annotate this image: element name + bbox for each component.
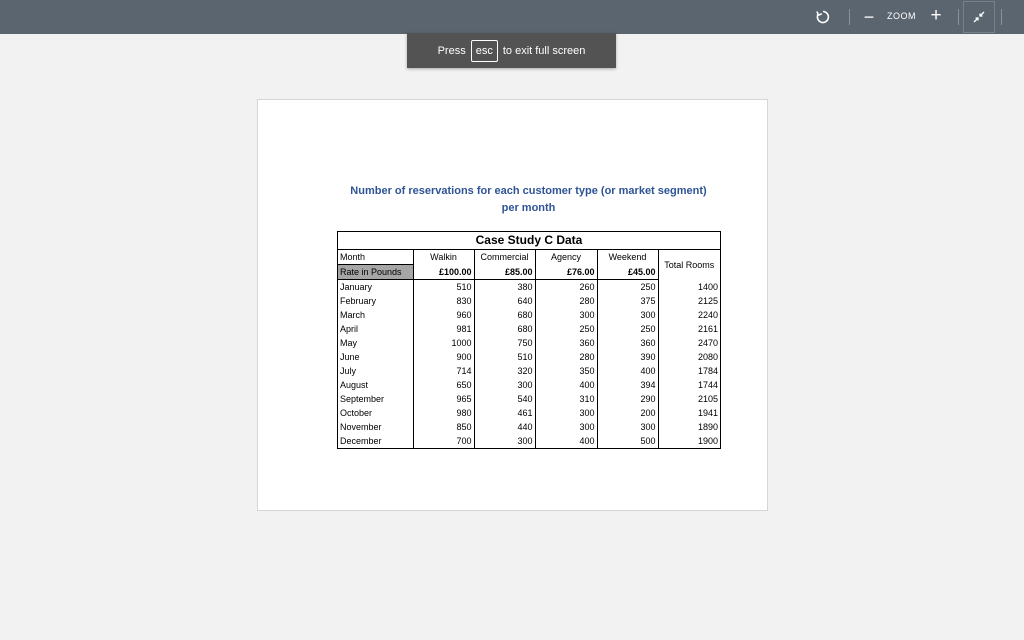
document-page	[257, 99, 768, 511]
value-cell: 850	[413, 420, 474, 434]
value-cell: 2105	[658, 392, 720, 406]
table-row	[338, 406, 720, 420]
value-cell: 300	[535, 308, 597, 322]
value-cell: 300	[474, 378, 535, 392]
value-cell: 1941	[658, 406, 720, 420]
value-cell: 981	[413, 322, 474, 336]
value-cell: 375	[597, 294, 658, 308]
value-cell: 310	[535, 392, 597, 406]
value-cell: 1900	[658, 434, 720, 448]
minimize-arrows-icon	[972, 10, 986, 24]
month-cell: January	[340, 282, 373, 292]
value-cell: 750	[474, 336, 535, 350]
rate-commercial: £85.00	[474, 265, 535, 280]
zoom-out-button[interactable]: −	[863, 7, 875, 27]
value-cell: 280	[535, 294, 597, 308]
rate-agency: £76.00	[535, 265, 597, 280]
title-line-1: Number of reservations for each customer type (or market segment)	[350, 185, 707, 197]
value-cell: 640	[474, 294, 535, 308]
value-cell: 250	[535, 322, 597, 336]
value-cell: 540	[474, 392, 535, 406]
toast-text-pre: Press	[437, 44, 466, 57]
month-cell: April	[340, 324, 359, 334]
value-cell: 2080	[658, 350, 720, 364]
value-cell: 510	[413, 280, 474, 295]
value-cell: 300	[535, 420, 597, 434]
value-cell: 350	[535, 364, 597, 378]
value-cell: 2125	[658, 294, 720, 308]
table-row	[338, 336, 720, 350]
month-cell: July	[340, 366, 357, 376]
value-cell: 394	[597, 378, 658, 392]
table-row	[338, 308, 720, 322]
table-row	[338, 392, 720, 406]
table-row	[338, 322, 720, 336]
month-cell: October	[340, 408, 373, 418]
value-cell: 680	[474, 322, 535, 336]
value-cell: 1784	[658, 364, 720, 378]
month-cell: December	[340, 436, 382, 446]
rate-label: Rate in Pounds	[338, 265, 413, 280]
value-cell: 510	[474, 350, 535, 364]
table-row	[338, 294, 720, 308]
value-cell: 830	[413, 294, 474, 308]
col-header-walkin: Walkin	[413, 250, 474, 265]
value-cell: 1400	[658, 280, 720, 295]
value-cell: 714	[413, 364, 474, 378]
month-cell: November	[340, 422, 382, 432]
title-line-2: per month	[501, 202, 556, 214]
value-cell: 2240	[658, 308, 720, 322]
value-cell: 980	[413, 406, 474, 420]
month-cell: February	[340, 296, 377, 306]
value-cell: 1890	[658, 420, 720, 434]
rotate-icon[interactable]	[812, 6, 834, 28]
month-cell: May	[340, 338, 358, 348]
value-cell: 300	[474, 434, 535, 448]
esc-key-badge: esc	[471, 40, 498, 62]
table-row	[338, 364, 720, 378]
value-cell: 700	[413, 434, 474, 448]
toolbar-divider	[849, 9, 850, 25]
value-cell: 650	[413, 378, 474, 392]
month-cell: March	[340, 310, 366, 320]
month-cell: August	[340, 380, 369, 390]
month-cell: June	[340, 352, 360, 362]
toast-text-post: to exit full screen	[502, 44, 586, 57]
value-cell: 390	[597, 350, 658, 364]
document-title	[258, 183, 799, 217]
value-cell: 900	[413, 350, 474, 364]
col-header-weekend: Weekend	[597, 250, 658, 265]
col-header-agency: Agency	[535, 250, 597, 265]
value-cell: 2161	[658, 322, 720, 336]
table-row	[338, 420, 720, 434]
value-cell: 300	[535, 406, 597, 420]
table-row	[338, 434, 720, 448]
value-cell: 360	[535, 336, 597, 350]
month-cell: September	[340, 394, 385, 404]
rate-weekend: £45.00	[597, 265, 658, 280]
rate-walkin: £100.00	[413, 265, 474, 280]
value-cell: 380	[474, 280, 535, 295]
table-row	[338, 350, 720, 364]
toolbar-divider	[958, 9, 959, 25]
value-cell: 250	[597, 280, 658, 295]
value-cell: 320	[474, 364, 535, 378]
value-cell: 250	[597, 322, 658, 336]
value-cell: 260	[535, 280, 597, 295]
toolbar-divider	[1001, 9, 1002, 25]
value-cell: 280	[535, 350, 597, 364]
value-cell: 1000	[413, 336, 474, 350]
table-row	[338, 378, 720, 392]
col-header-month: Month	[338, 250, 413, 265]
value-cell: 400	[597, 364, 658, 378]
table-title: Case Study C Data	[475, 233, 583, 247]
value-cell: 2470	[658, 336, 720, 350]
value-cell: 461	[474, 406, 535, 420]
zoom-label: ZOOM	[887, 11, 916, 21]
value-cell: 300	[597, 420, 658, 434]
viewer-toolbar	[0, 0, 1024, 34]
table-row	[338, 280, 720, 295]
value-cell: 300	[597, 308, 658, 322]
value-cell: 400	[535, 378, 597, 392]
value-cell: 440	[474, 420, 535, 434]
table-header-row	[338, 250, 720, 265]
col-header-total-rooms: Total Rooms	[658, 250, 720, 280]
value-cell: 965	[413, 392, 474, 406]
value-cell: 1744	[658, 378, 720, 392]
fullscreen-toast	[407, 33, 616, 68]
value-cell: 290	[597, 392, 658, 406]
value-cell: 360	[597, 336, 658, 350]
value-cell: 400	[535, 434, 597, 448]
col-header-commercial: Commercial	[474, 250, 535, 265]
data-table	[337, 231, 721, 449]
exit-fullscreen-button[interactable]	[963, 1, 995, 33]
zoom-in-button[interactable]: +	[930, 5, 942, 26]
value-cell: 960	[413, 308, 474, 322]
value-cell: 500	[597, 434, 658, 448]
value-cell: 200	[597, 406, 658, 420]
value-cell: 680	[474, 308, 535, 322]
